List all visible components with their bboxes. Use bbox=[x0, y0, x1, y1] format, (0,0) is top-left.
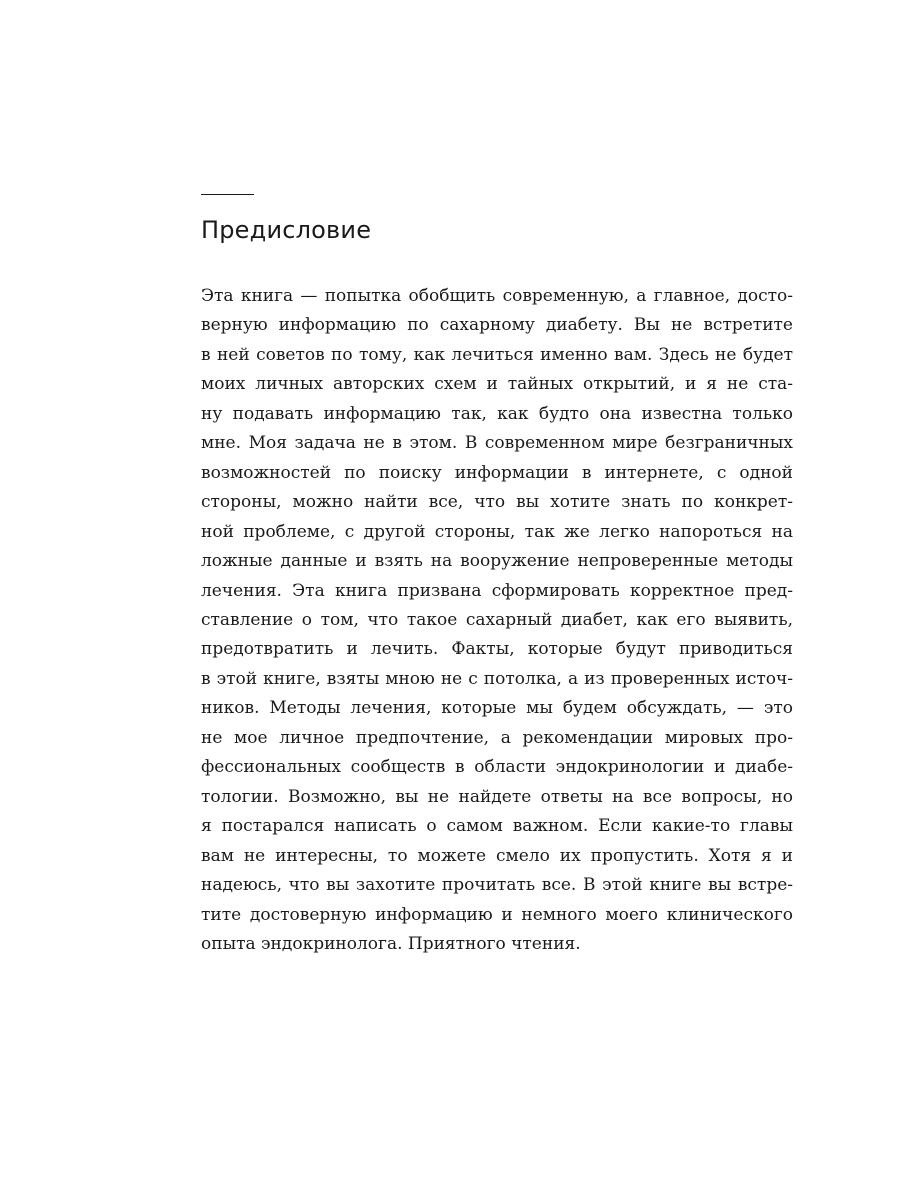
body-line: моих личных авторских схем и тайных открытий, и я не ста- bbox=[201, 374, 793, 395]
body-line: стороны, можно найти все, что вы хотите знать по конкрет- bbox=[201, 492, 793, 513]
body-line: ной проблеме, с другой стороны, так же легко напороться на bbox=[201, 521, 793, 542]
body-line: фессиональных сообществ в области эндокринологии и диабе- bbox=[201, 757, 793, 778]
body-line: лечения. Эта книга призвана сформировать корректное пред- bbox=[201, 580, 793, 601]
body-line: предотвратить и лечить. Факты, которые будут приводиться bbox=[201, 639, 793, 660]
body-line: в этой книге, взяты мною не с потолка, а из проверенных источ- bbox=[201, 668, 793, 689]
body-line: я постарался написать о самом важном. Если какие-то главы bbox=[201, 816, 793, 837]
body-line: ну подавать информацию так, как будто она известна только bbox=[201, 403, 793, 424]
body-line: опыта эндокринолога. Приятного чтения. bbox=[201, 933, 581, 954]
body-line: тите достоверную информацию и немного моего клинического bbox=[201, 904, 793, 925]
body-line: в ней советов по тому, как лечиться именно вам. Здесь не будет bbox=[201, 344, 793, 365]
body-line: вам не интересны, то можете смело их пропустить. Хотя я и bbox=[201, 845, 793, 866]
chapter-body bbox=[201, 282, 801, 959]
body-line: тологии. Возможно, вы не найдете ответы на все вопросы, но bbox=[201, 786, 793, 807]
chapter-title: Предисловие bbox=[201, 216, 372, 244]
body-line: ложные данные и взять на вооружение непроверенные методы bbox=[201, 551, 793, 572]
body-line: Эта книга — попытка обобщить современную, а главное, досто- bbox=[201, 286, 793, 306]
body-line: надеюсь, что вы захотите прочитать все. В этой книге вы встре- bbox=[201, 875, 793, 896]
chapter-rule bbox=[201, 194, 254, 195]
body-line: верную информацию по сахарному диабету. Вы не встретите bbox=[201, 315, 793, 336]
body-line: не мое личное предпочтение, а рекомендации мировых про- bbox=[201, 727, 793, 748]
body-line: ставление о том, что такое сахарный диабет, как его выявить, bbox=[201, 609, 793, 630]
body-line: ников. Методы лечения, которые мы будем обсуждать, — это bbox=[201, 698, 793, 719]
body-line: мне. Моя задача не в этом. В современном мире безграничных bbox=[201, 433, 793, 454]
body-line: возможностей по поиску информации в интернете, с одной bbox=[201, 462, 793, 483]
